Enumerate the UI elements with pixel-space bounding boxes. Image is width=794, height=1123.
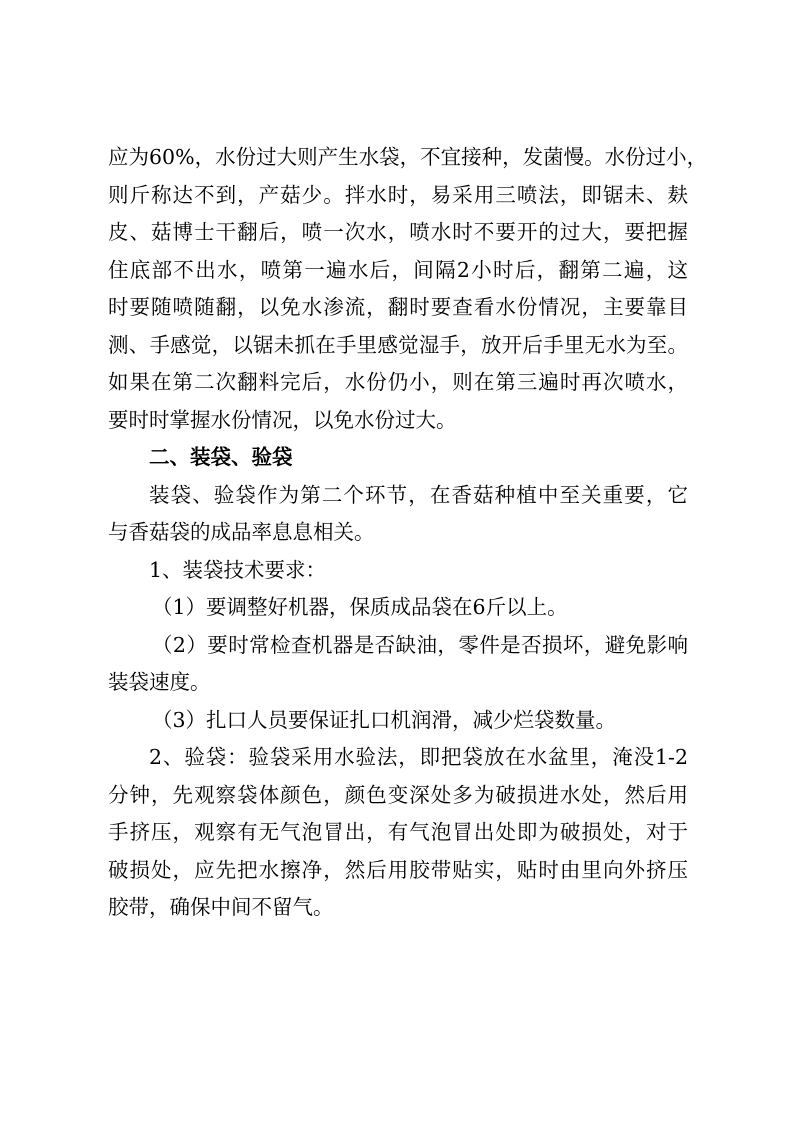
document-body bbox=[108, 139, 708, 927]
text-line: 皮、菇博士干翻后，喷一次水，喷水时不要开的过大，要把握 bbox=[108, 220, 688, 244]
text-line: （1）要调整好机器，保质成品袋在6斤以上。 bbox=[152, 595, 568, 619]
text-line: 则斤称达不到，产菇少。拌水时，易采用三喷法，即锯未、麸 bbox=[108, 182, 688, 207]
heading-text: 二、装袋、验袋 bbox=[149, 445, 293, 469]
text-line: 分钟，先观察袋体颜色，颜色变深处多为破损进水处，然后用 bbox=[108, 782, 688, 807]
text-line: （3）扎口人员要保证扎口机润滑，减少烂袋数量。 bbox=[152, 707, 617, 732]
text-line: 胶带，确保中间不留气。 bbox=[108, 895, 334, 919]
text-line: （2）要时常检查机器是否缺油，零件是否损坏，避免影响 bbox=[152, 632, 688, 657]
section-heading bbox=[108, 439, 688, 477]
text-line: 住底部不出水，喷第一遍水后，间隔2小时后，翻第二遍，这 bbox=[108, 257, 688, 282]
item-requirement-2 bbox=[108, 627, 688, 702]
paragraph-moisture bbox=[108, 139, 708, 439]
text-line: 如果在第二次翻料完后，水份仍小，则在第三遍时再次喷水， bbox=[108, 370, 688, 394]
item-requirement-3 bbox=[108, 702, 688, 740]
text-line: 应为60%，水份过大则产生水袋，不宜接种，发菌慢。水份过小， bbox=[108, 145, 708, 169]
text-line: 装袋、验袋作为第二个环节，在香菇种植中至关重要，它 bbox=[149, 482, 688, 507]
text-line: 与香菇袋的成品率息息相关。 bbox=[108, 520, 375, 544]
text-line: 破损处，应先把水擦净，然后用胶带贴实，贴时由里向外挤压 bbox=[108, 857, 688, 882]
text-line: 要时时掌握水份情况，以免水份过大。 bbox=[108, 407, 457, 432]
text-line: 1、装袋技术要求： bbox=[149, 557, 327, 582]
paragraph-bag-inspection bbox=[108, 739, 688, 927]
item-requirement-1 bbox=[108, 589, 688, 627]
paragraph-bagging-intro bbox=[108, 477, 688, 552]
text-line: 装袋速度。 bbox=[108, 670, 211, 694]
text-line: 时要随喷随翻，以免水渗流，翻时要查看水份情况，主要靠目 bbox=[108, 295, 688, 319]
text-line: 测、手感觉，以锯未抓在手里感觉湿手，放开后手里无水为至。 bbox=[108, 332, 688, 357]
text-line: 2、验袋：验袋采用水验法，即把袋放在水盆里，淹没1-2 bbox=[149, 745, 688, 769]
text-line: 手挤压，观察有无气泡冒出，有气泡冒出处即为破损处，对于 bbox=[108, 820, 688, 844]
item-bagging-requirements-title bbox=[108, 552, 688, 590]
